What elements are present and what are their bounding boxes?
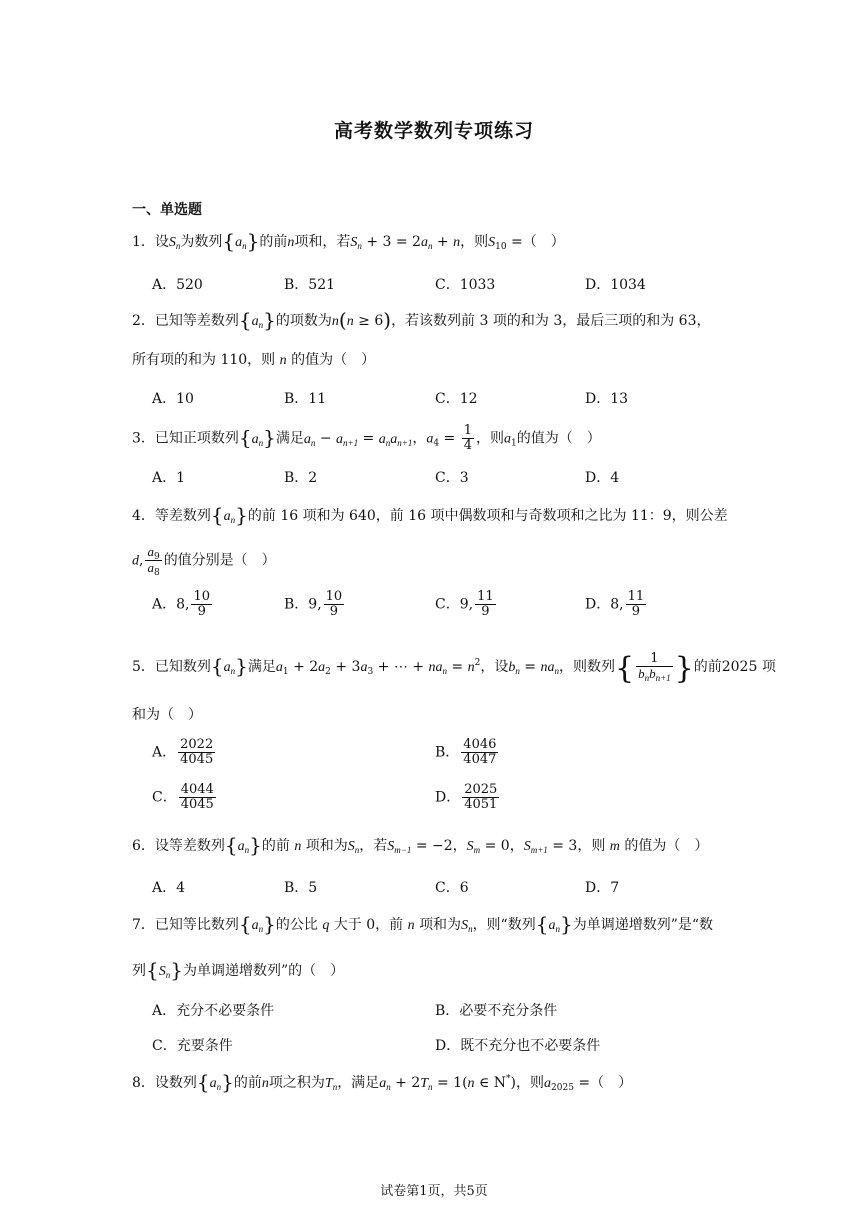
q1-option-a: A．520 [152, 277, 203, 293]
question-5: 5．已知数列$\{a_n\}$满足$a_1 + 2a_2 + 3a_3$ + ⋯ + $na_n = n^2$，设$b_n = na_n$，则数列{ $\frac{1}{b_nb_{n+1}}$ }的前2025 项 [132, 651, 776, 686]
q5-option-a: A． $\frac{2022}{4045}$ [152, 737, 214, 767]
q2-option-c: C．12 [435, 391, 478, 407]
q1-option-d: D．1034 [585, 277, 646, 293]
question-1: 1．设$S_n$为数列$\{a_n\}$的前n项和，若$S_n + 3 = 2a_n + n$，则$S_{10}$ =（ ） [132, 229, 565, 253]
q6-option-c: C．6 [435, 880, 469, 896]
q7-option-d: D．既不充分也不必要条件 [435, 1038, 601, 1054]
q4-option-a: A．8, $\frac{10}{9}$ [152, 589, 211, 619]
question-4-line2: d, $\frac{a_9}{a_8}$ 的值分别是（ ） [132, 544, 276, 578]
q5-option-c: C． $\frac{4044}{4045}$ [152, 782, 214, 812]
q3-option-b: B．2 [284, 470, 318, 486]
question-3: 3．已知正项数列$\{a_n\}$满足$a_n - a_{n+1} = a_na_{n+1}$，$a_4$ = $\frac{1}{4}$ ，则$a_1$的值为（ ） [132, 423, 601, 453]
question-7-line2: 列$\{S_n\}$为单调递增数列”的（ ） [132, 958, 345, 982]
section-heading: 一、单选题 [132, 202, 202, 218]
q4-option-d: D．8, $\frac{11}{9}$ [585, 589, 645, 619]
q1-option-c: C．1033 [435, 277, 496, 293]
q5-option-b: B． $\frac{4046}{4047}$ [435, 737, 497, 767]
question-5-line2: 和为（ ） [132, 707, 202, 723]
question-8: 8．设数列$\{a_n\}$的前n项之积为$T_n$，满足$a_n + 2T_n = 1(n$ ∈ N*)，则$a_{2025}$ =（ ） [132, 1070, 633, 1094]
question-6: 6．设等差数列$\{a_n\}$的前 n 项和为$S_n$，若$S_{m-1} = -2$，$S_m = 0$，$S_{m+1} = 3$，则 m 的值为（ ） [132, 833, 709, 857]
q6-option-a: A．4 [152, 880, 186, 896]
q7-option-c: C．充要条件 [152, 1038, 233, 1054]
question-4: 4．等差数列$\{a_n\}$的前 16 项和为 640，前 16 项中偶数项和与奇数项和之比为 11：9，则公差 [132, 503, 728, 527]
question-2-line2: 所有项的和为 110，则 n 的值为（ ） [132, 352, 376, 368]
q3-option-a: A．1 [152, 470, 186, 486]
q4-option-b: B．9, $\frac{10}{9}$ [284, 589, 343, 619]
question-2: 2．已知等差数列$\{a_n\}$的项数为n(n ≥ 6)，若该数列前 3 项的和为 3，最后三项的和为 63， [132, 308, 711, 332]
q6-option-d: D．7 [585, 880, 620, 896]
page-footer: 试卷第1页，共5页 [380, 1184, 488, 1199]
q4-option-c: C．9, $\frac{11}{9}$ [435, 589, 494, 619]
q6-option-b: B．5 [284, 880, 318, 896]
q3-option-c: C．3 [435, 470, 469, 486]
q7-option-b: B．必要不充分条件 [435, 1003, 558, 1019]
page-title: 高考数学数列专项练习 [333, 120, 534, 142]
q2-option-a: A．10 [152, 391, 194, 407]
q7-option-a: A．充分不必要条件 [152, 1003, 275, 1019]
q5-option-d: D． $\frac{2025}{4051}$ [435, 782, 498, 812]
q1-option-b: B．521 [284, 277, 336, 293]
q3-option-d: D．4 [585, 470, 620, 486]
q2-option-d: D．13 [585, 391, 629, 407]
q2-option-b: B．11 [284, 391, 327, 407]
question-7: 7．已知等比数列$\{a_n\}$的公比 q 大于 0，前 n 项和为$S_n$，则“数列$\{a_n\}$为单调递增数列”是“数 [132, 912, 714, 936]
